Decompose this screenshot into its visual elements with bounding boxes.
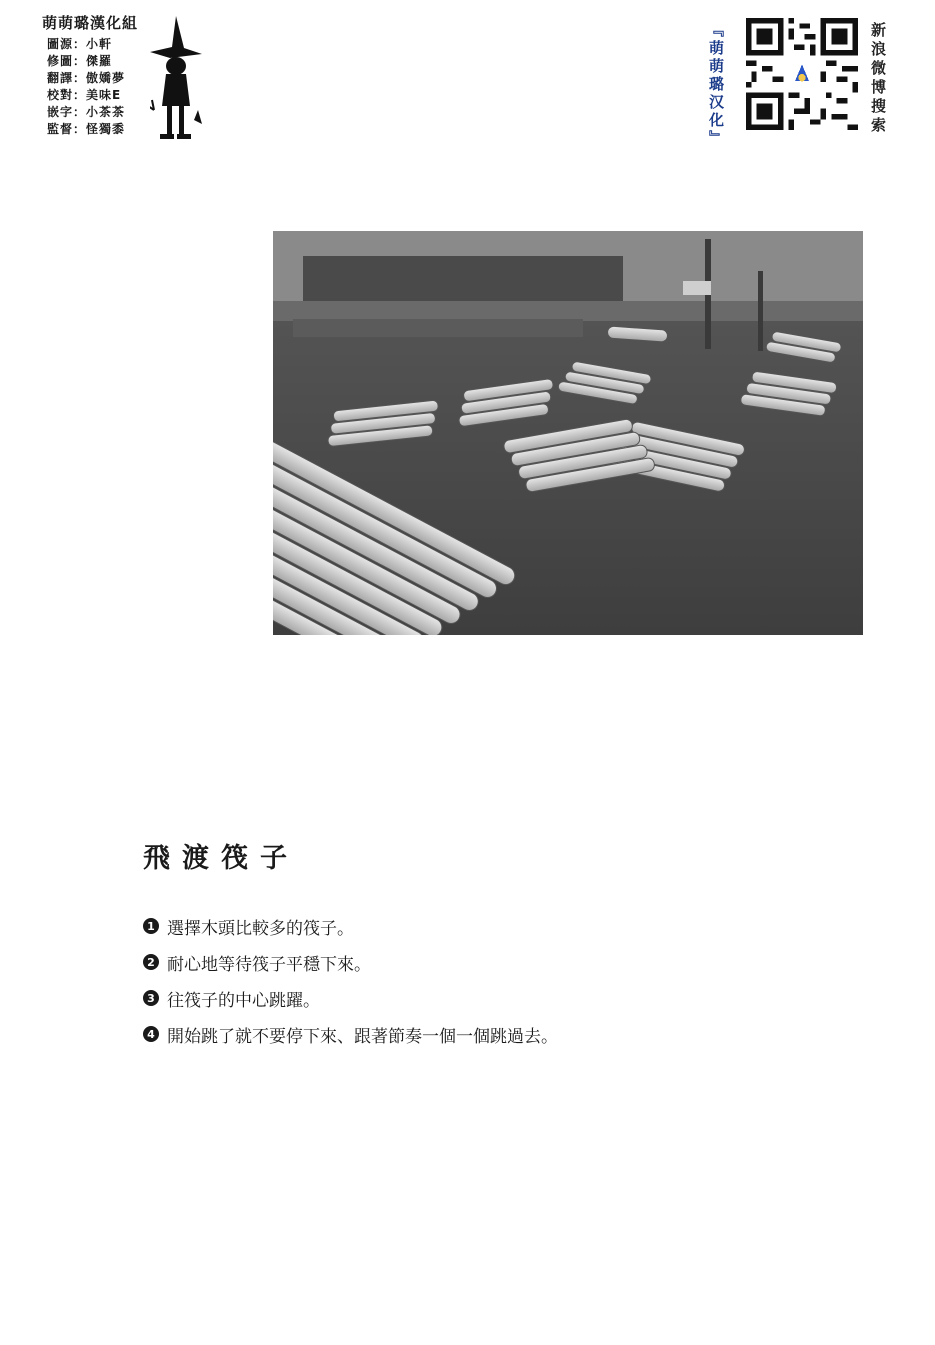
tips-list [143, 908, 558, 1052]
credit-proofread: 校對：美味E [47, 88, 122, 102]
tip-text: 開始跳了就不要停下來、跟著節奏一個一個跳過去。 [167, 1026, 558, 1047]
number-badge: 2 [143, 954, 159, 970]
rafts-photo [273, 231, 863, 635]
group-name: 萌萌璐漢化組 [42, 14, 139, 32]
number-badge: 4 [143, 1026, 159, 1042]
weibo-search-vertical-text: 新浪微博搜索 [869, 22, 887, 136]
number-badge: 3 [143, 990, 159, 1006]
credit-supervisor: 監督：怪獨黍 [47, 122, 126, 136]
brand-vertical-text: 『萌萌璐汉化』 [707, 22, 725, 148]
credit-source: 圖源：小軒 [47, 37, 113, 51]
list-item [143, 944, 558, 980]
witch-logo-icon [150, 14, 205, 140]
list-item [143, 908, 558, 944]
credits-block [42, 12, 138, 138]
tip-text: 耐心地等待筏子平穩下來。 [167, 954, 371, 975]
credit-typeset: 嵌字：小茶茶 [47, 105, 126, 119]
credit-translation: 翻譯：傲嬌夢 [47, 71, 126, 85]
credit-retouch: 修圖：傑羅 [47, 54, 113, 68]
qr-code-icon [746, 18, 858, 130]
list-item [143, 980, 558, 1016]
number-badge: 1 [143, 918, 159, 934]
section-title: 飛渡筏子 [143, 843, 299, 874]
tip-text: 選擇木頭比較多的筏子。 [167, 918, 354, 939]
tip-text: 往筏子的中心跳躍。 [167, 990, 320, 1011]
list-item [143, 1016, 558, 1052]
